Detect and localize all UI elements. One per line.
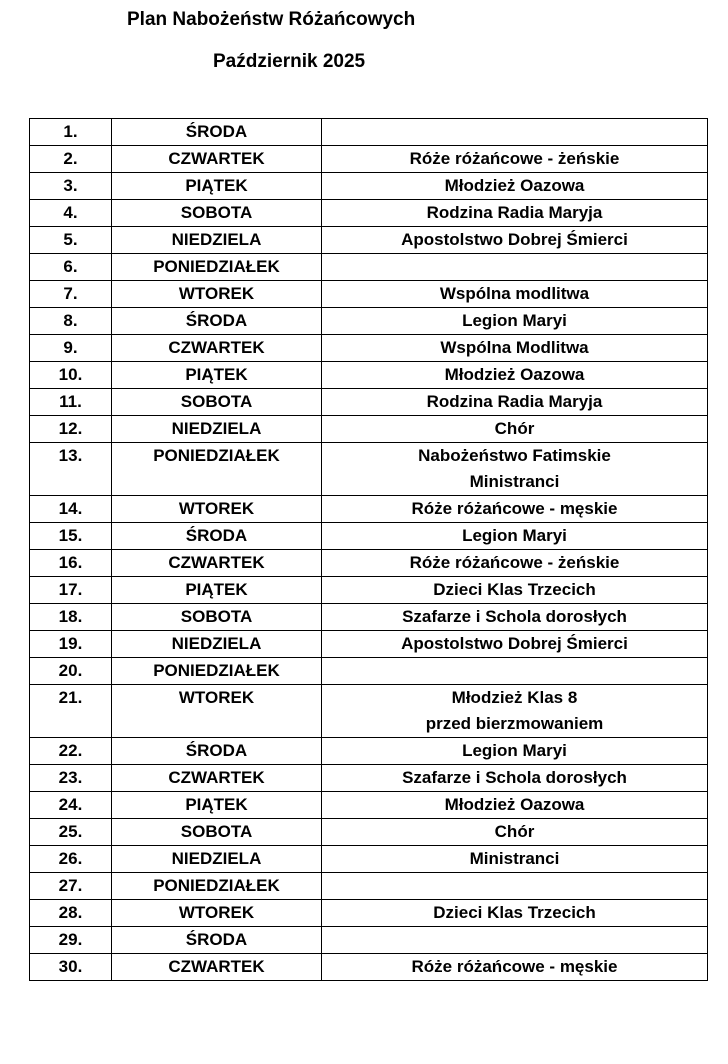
group-cell	[322, 550, 708, 577]
group-line: Legion Maryi	[462, 311, 567, 330]
weekday-cell: ŚRODA	[112, 523, 322, 550]
group-line: przed bierzmowaniem	[425, 714, 604, 733]
day-number-cell: 14.	[30, 496, 112, 523]
group-line: Legion Maryi	[462, 526, 567, 545]
table-row	[30, 792, 708, 819]
group-line: Róże różańcowe - męskie	[411, 499, 618, 518]
group-cell	[322, 873, 708, 900]
group-line: Apostolstwo Dobrej Śmierci	[401, 634, 628, 653]
group-line: Młodzież Oazowa	[444, 176, 585, 195]
table-row	[30, 738, 708, 765]
day-number-cell: 22.	[30, 738, 112, 765]
table-row	[30, 496, 708, 523]
weekday-cell: CZWARTEK	[112, 550, 322, 577]
group-line: Wspólna Modlitwa	[440, 338, 589, 357]
table-row	[30, 119, 708, 146]
day-number-cell: 3.	[30, 173, 112, 200]
group-cell	[322, 200, 708, 227]
table-row	[30, 604, 708, 631]
weekday-cell: WTOREK	[112, 685, 322, 738]
group-cell	[322, 389, 708, 416]
table-row	[30, 416, 708, 443]
group-line: Szafarze i Schola dorosłych	[402, 768, 627, 787]
group-line: Rodzina Radia Maryja	[426, 392, 603, 411]
day-number-cell: 20.	[30, 658, 112, 685]
group-line: Nabożeństwo Fatimskie	[418, 446, 611, 465]
group-cell	[322, 954, 708, 981]
day-number-cell: 19.	[30, 631, 112, 658]
day-number-cell: 21.	[30, 685, 112, 738]
weekday-cell: CZWARTEK	[112, 765, 322, 792]
day-number-cell: 11.	[30, 389, 112, 416]
group-line: Róże różańcowe - żeńskie	[409, 149, 620, 168]
day-number-cell: 27.	[30, 873, 112, 900]
group-line: Ministranci	[469, 849, 560, 868]
group-line: Wspólna modlitwa	[439, 284, 590, 303]
group-cell	[322, 900, 708, 927]
group-line: Chór	[494, 822, 535, 841]
weekday-cell: PIĄTEK	[112, 577, 322, 604]
schedule-table	[29, 118, 708, 981]
table-row	[30, 900, 708, 927]
schedule-body	[30, 119, 708, 981]
day-number-cell: 1.	[30, 119, 112, 146]
group-cell	[322, 846, 708, 873]
weekday-cell: PONIEDZIAŁEK	[112, 873, 322, 900]
day-number-cell: 12.	[30, 416, 112, 443]
document-title: Plan Nabożeństw Różańcowych	[127, 9, 416, 30]
weekday-cell: NIEDZIELA	[112, 846, 322, 873]
group-cell	[322, 416, 708, 443]
group-line: Rodzina Radia Maryja	[426, 203, 603, 222]
table-row	[30, 819, 708, 846]
group-line: Chór	[494, 419, 535, 438]
group-cell	[322, 927, 708, 954]
day-number-cell: 9.	[30, 335, 112, 362]
group-line: Dzieci Klas Trzecich	[433, 580, 596, 599]
weekday-cell: SOBOTA	[112, 389, 322, 416]
group-cell	[322, 443, 708, 496]
table-row	[30, 846, 708, 873]
day-number-cell: 5.	[30, 227, 112, 254]
table-row	[30, 362, 708, 389]
group-cell	[322, 792, 708, 819]
day-number-cell: 28.	[30, 900, 112, 927]
weekday-cell: WTOREK	[112, 496, 322, 523]
day-number-cell: 18.	[30, 604, 112, 631]
weekday-cell: CZWARTEK	[112, 146, 322, 173]
day-number-cell: 13.	[30, 443, 112, 496]
group-cell	[322, 631, 708, 658]
table-row	[30, 173, 708, 200]
weekday-cell: PONIEDZIAŁEK	[112, 254, 322, 281]
day-number-cell: 16.	[30, 550, 112, 577]
weekday-cell: PIĄTEK	[112, 173, 322, 200]
table-row	[30, 281, 708, 308]
group-line: Młodzież Oazowa	[444, 795, 585, 814]
weekday-cell: SOBOTA	[112, 819, 322, 846]
weekday-cell: NIEDZIELA	[112, 416, 322, 443]
group-cell	[322, 523, 708, 550]
group-cell	[322, 658, 708, 685]
weekday-cell: ŚRODA	[112, 738, 322, 765]
table-row	[30, 658, 708, 685]
day-number-cell: 29.	[30, 927, 112, 954]
day-number-cell: 2.	[30, 146, 112, 173]
group-line: Róże różańcowe - żeńskie	[409, 553, 620, 572]
group-line: Dzieci Klas Trzecich	[433, 903, 596, 922]
weekday-cell: PIĄTEK	[112, 792, 322, 819]
day-number-cell: 8.	[30, 308, 112, 335]
weekday-cell: PIĄTEK	[112, 362, 322, 389]
day-number-cell: 26.	[30, 846, 112, 873]
day-number-cell: 23.	[30, 765, 112, 792]
day-number-cell: 10.	[30, 362, 112, 389]
weekday-cell: WTOREK	[112, 281, 322, 308]
table-row	[30, 443, 708, 496]
table-row	[30, 254, 708, 281]
group-cell	[322, 765, 708, 792]
group-cell	[322, 496, 708, 523]
table-row	[30, 550, 708, 577]
table-row	[30, 389, 708, 416]
group-cell	[322, 173, 708, 200]
group-cell	[322, 146, 708, 173]
group-cell	[322, 119, 708, 146]
day-number-cell: 24.	[30, 792, 112, 819]
group-line: Apostolstwo Dobrej Śmierci	[401, 230, 628, 249]
group-line: Szafarze i Schola dorosłych	[402, 607, 627, 626]
day-number-cell: 17.	[30, 577, 112, 604]
group-cell	[322, 819, 708, 846]
table-row	[30, 631, 708, 658]
day-number-cell: 30.	[30, 954, 112, 981]
group-cell	[322, 362, 708, 389]
group-line: Ministranci	[469, 472, 560, 491]
day-number-cell: 15.	[30, 523, 112, 550]
weekday-cell: NIEDZIELA	[112, 227, 322, 254]
weekday-cell: PONIEDZIAŁEK	[112, 443, 322, 496]
weekday-cell: WTOREK	[112, 900, 322, 927]
table-row	[30, 200, 708, 227]
group-cell	[322, 738, 708, 765]
group-cell	[322, 335, 708, 362]
group-line: Młodzież Oazowa	[444, 365, 585, 384]
table-row	[30, 308, 708, 335]
weekday-cell: NIEDZIELA	[112, 631, 322, 658]
group-line: Młodzież Klas 8	[451, 688, 578, 707]
group-line: Legion Maryi	[462, 741, 567, 760]
table-row	[30, 523, 708, 550]
table-row	[30, 146, 708, 173]
weekday-cell: PONIEDZIAŁEK	[112, 658, 322, 685]
table-row	[30, 577, 708, 604]
day-number-cell: 4.	[30, 200, 112, 227]
table-row	[30, 927, 708, 954]
day-number-cell: 6.	[30, 254, 112, 281]
weekday-cell: ŚRODA	[112, 927, 322, 954]
table-row	[30, 227, 708, 254]
group-line: Róże różańcowe - męskie	[411, 957, 618, 976]
group-cell	[322, 281, 708, 308]
group-cell	[322, 577, 708, 604]
group-cell	[322, 227, 708, 254]
document-subtitle: Październik 2025	[213, 51, 366, 72]
day-number-cell: 7.	[30, 281, 112, 308]
weekday-cell: SOBOTA	[112, 200, 322, 227]
table-row	[30, 954, 708, 981]
weekday-cell: ŚRODA	[112, 119, 322, 146]
table-row	[30, 335, 708, 362]
group-cell	[322, 685, 708, 738]
group-cell	[322, 308, 708, 335]
weekday-cell: CZWARTEK	[112, 954, 322, 981]
table-row	[30, 873, 708, 900]
day-number-cell: 25.	[30, 819, 112, 846]
weekday-cell: CZWARTEK	[112, 335, 322, 362]
table-row	[30, 765, 708, 792]
group-cell	[322, 604, 708, 631]
group-cell	[322, 254, 708, 281]
table-row	[30, 685, 708, 738]
weekday-cell: ŚRODA	[112, 308, 322, 335]
weekday-cell: SOBOTA	[112, 604, 322, 631]
